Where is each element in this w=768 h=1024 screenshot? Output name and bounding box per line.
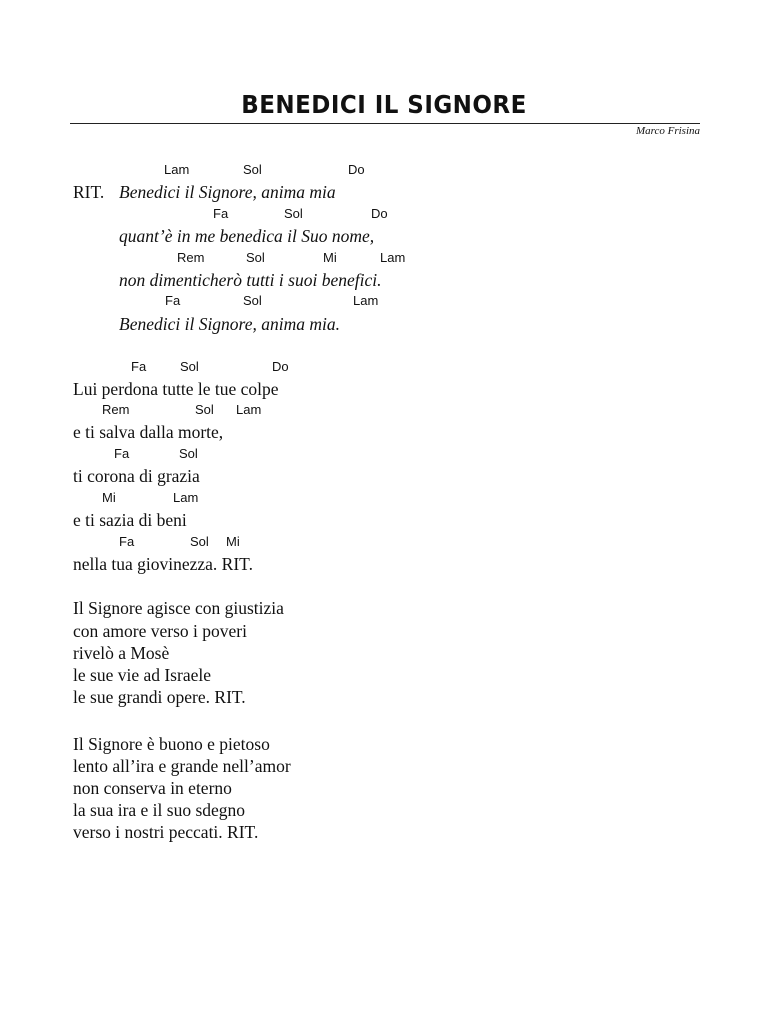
lyric-line: Benedici il Signore, anima mia. bbox=[119, 314, 340, 334]
lyric-line: e ti salva dalla morte, bbox=[73, 422, 224, 442]
chord: Do bbox=[272, 359, 289, 374]
lyric-line: verso i nostri peccati. RIT. bbox=[73, 822, 259, 842]
chord: Lam bbox=[353, 293, 379, 308]
lyric-line: quant’è in me benedica il Suo nome, bbox=[119, 226, 375, 246]
refrain-marker: RIT. bbox=[73, 182, 105, 202]
author-name: Marco Frisina bbox=[635, 125, 700, 137]
lyric-line: rivelò a Mosè bbox=[73, 643, 170, 663]
chord: Do bbox=[371, 206, 388, 221]
lyric-line: Il Signore agisce con giustizia bbox=[73, 598, 284, 618]
chord: Fa bbox=[114, 446, 130, 461]
chord: Rem bbox=[102, 402, 130, 417]
chord: Sol bbox=[243, 293, 262, 308]
chord: Rem bbox=[177, 250, 205, 265]
lyric-line: con amore verso i poveri bbox=[73, 621, 247, 641]
lyric-line: Benedici il Signore, anima mia bbox=[119, 182, 336, 202]
chord: Mi bbox=[102, 490, 116, 505]
chord: Fa bbox=[213, 206, 229, 221]
chord: Sol bbox=[243, 162, 262, 177]
lyric-line: le sue grandi opere. RIT. bbox=[73, 687, 246, 707]
chord: Mi bbox=[323, 250, 337, 265]
chord: Fa bbox=[119, 534, 135, 549]
chord: Sol bbox=[179, 446, 198, 461]
chord: Sol bbox=[180, 359, 199, 374]
chord: Sol bbox=[246, 250, 265, 265]
lyric-line: lento all’ira e grande nell’amor bbox=[73, 756, 291, 776]
chord: Lam bbox=[173, 490, 199, 505]
chord: Lam bbox=[164, 162, 190, 177]
chord: Lam bbox=[380, 250, 406, 265]
lyric-line: non dimenticherò tutti i suoi benefici. bbox=[119, 270, 382, 290]
title-divider bbox=[70, 123, 700, 124]
chord: Do bbox=[348, 162, 365, 177]
chord: Mi bbox=[226, 534, 240, 549]
song-title: BENEDICI IL SIGNORE bbox=[241, 90, 527, 119]
chord: Fa bbox=[165, 293, 181, 308]
lyric-line: e ti sazia di beni bbox=[73, 510, 187, 530]
chord: Sol bbox=[284, 206, 303, 221]
lyric-line: ti corona di grazia bbox=[73, 466, 200, 486]
lyric-line: Lui perdona tutte le tue colpe bbox=[73, 379, 279, 399]
chord: Sol bbox=[195, 402, 214, 417]
chord: Fa bbox=[131, 359, 147, 374]
chord: Lam bbox=[236, 402, 262, 417]
lyric-line: non conserva in eterno bbox=[73, 778, 232, 798]
lyric-line: le sue vie ad Israele bbox=[73, 665, 211, 685]
lyric-line: nella tua giovinezza. RIT. bbox=[73, 554, 253, 574]
chord: Sol bbox=[190, 534, 209, 549]
lyric-line: la sua ira e il suo sdegno bbox=[73, 800, 246, 820]
lyric-line: Il Signore è buono e pietoso bbox=[73, 734, 270, 754]
